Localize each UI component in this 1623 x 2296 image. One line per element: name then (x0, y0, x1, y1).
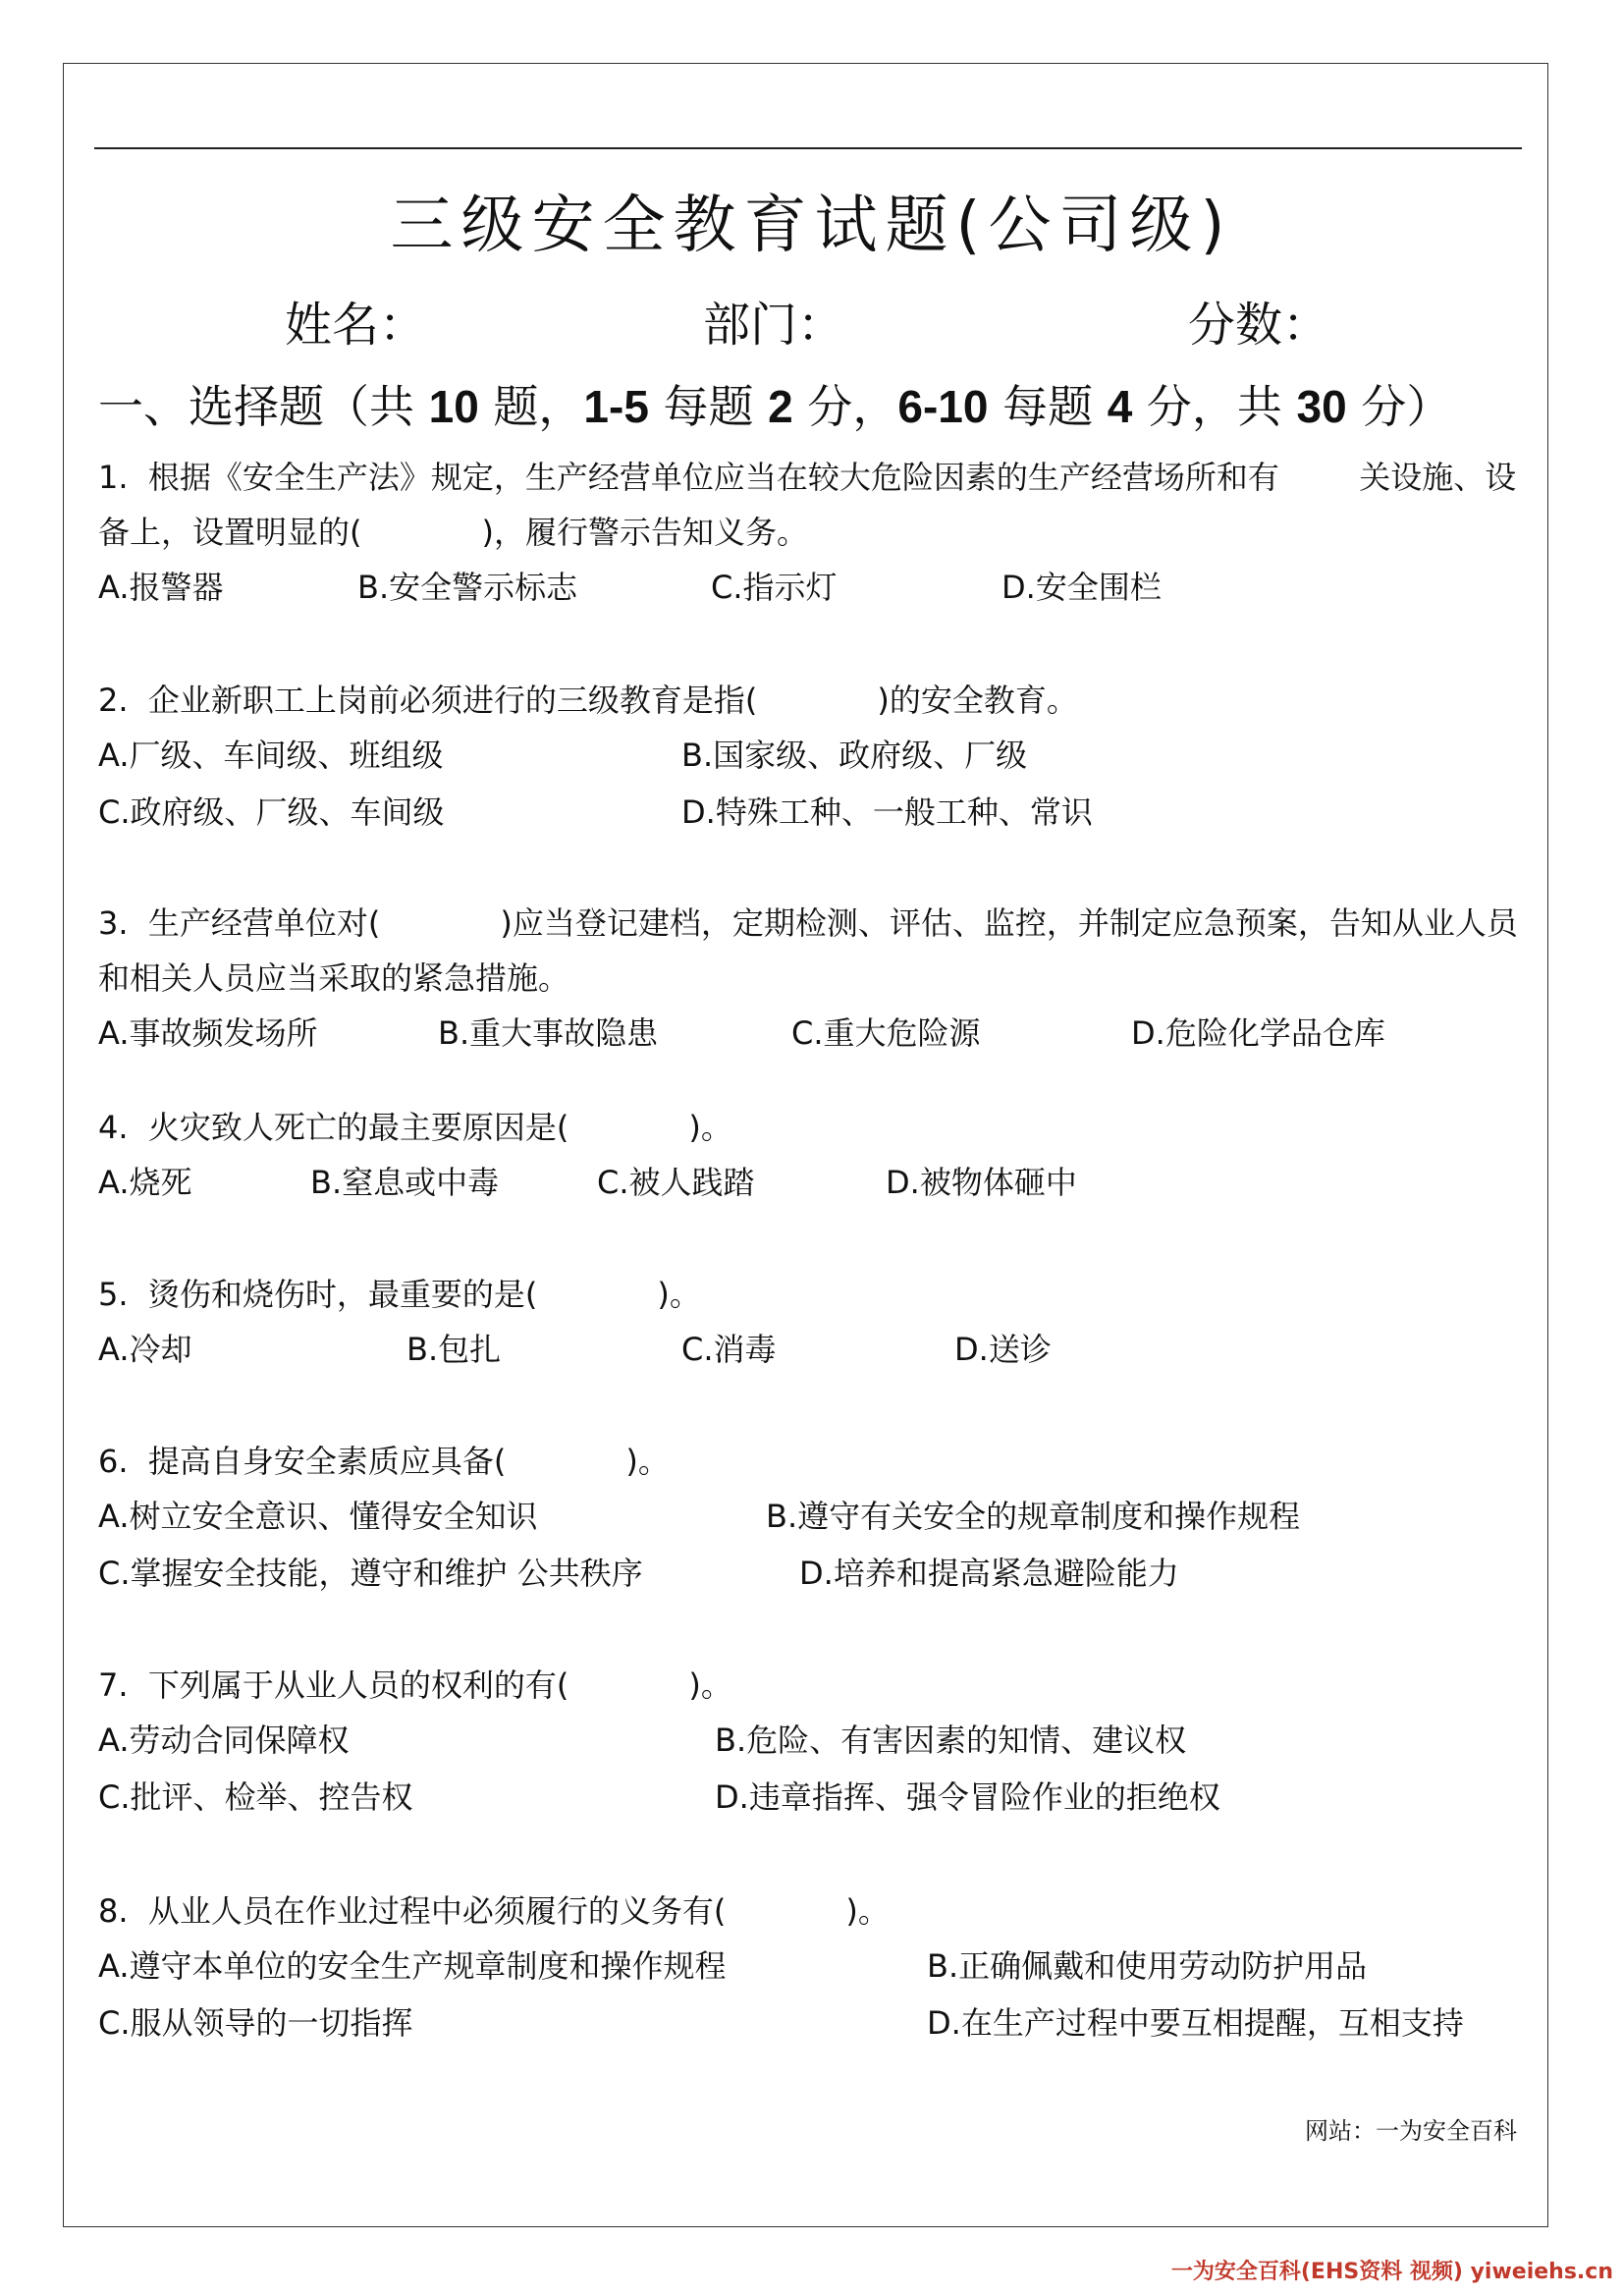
question-stem: 2. 企业新职工上岗前必须进行的三级教育是指( )的安全教育。 (98, 682, 1078, 719)
option-d: D.危险化学品仓库 (1131, 1014, 1385, 1052)
question-2 (98, 673, 1522, 842)
question-stem: 1. 根据《安全生产法》规定，生产经营单位应当在较大危险因素的生产经营场所和有 关设施、设备上，设置明显的( )，履行警示告知义务。 (98, 459, 1517, 551)
option-b: B.包扎 (406, 1331, 502, 1368)
option-c: C.消毒 (681, 1331, 777, 1368)
page-title: 三级安全教育试题(公司级) (390, 190, 1233, 262)
option-a: A.报警器 (98, 569, 224, 606)
option-c: C.批评、检举、控告权 (98, 1778, 413, 1816)
option-d: D.安全围栏 (1001, 569, 1162, 606)
question-6 (98, 1434, 1522, 1603)
option-c: C.指示灯 (711, 569, 838, 606)
question-stem: 7. 下列属于从业人员的权利的有( )。 (98, 1667, 732, 1704)
option-a: A.劳动合同保障权 (98, 1722, 350, 1759)
option-d: D.违章指挥、强令冒险作业的拒绝权 (715, 1778, 1220, 1816)
option-b: B.窒息或中毒 (310, 1164, 500, 1201)
question-8 (98, 1884, 1522, 2052)
question-stem: 5. 烫伤和烧伤时，最重要的是( )。 (98, 1276, 701, 1313)
question-stem: 6. 提高自身安全素质应具备( )。 (98, 1443, 670, 1480)
option-a: A.遵守本单位的安全生产规章制度和操作规程 (98, 1947, 727, 1985)
section-heading: 一、选择题（共 10 题，1-5 每题 2 分，6-10 每题 4 分，共 30 分） (98, 380, 1452, 433)
question-stem: 4. 火灾致人死亡的最主要原因是( )。 (98, 1109, 732, 1146)
score-label: 分数： (1188, 298, 1330, 353)
question-4 (98, 1100, 1522, 1212)
question-3 (98, 896, 1522, 1063)
option-d: D.培养和提高紧急避险能力 (799, 1555, 1179, 1592)
option-b: B.重大事故隐患 (438, 1014, 659, 1052)
name-label: 姓名： (285, 298, 427, 353)
option-d: D.在生产过程中要互相提醒，互相支持 (927, 2004, 1464, 2042)
website-note: 网站：一为安全百科 (1305, 2117, 1517, 2145)
option-b: B.国家级、政府级、厂级 (681, 737, 1028, 774)
question-5 (98, 1267, 1522, 1379)
option-c: C.掌握安全技能，遵守和维护 公共秩序 (98, 1555, 643, 1592)
department-label: 部门： (703, 298, 845, 353)
option-b: B.遵守有关安全的规章制度和操作规程 (766, 1498, 1301, 1535)
option-c: C.政府级、厂级、车间级 (98, 793, 445, 831)
option-c: C.被人践踏 (597, 1164, 755, 1201)
question-1 (98, 450, 1522, 617)
option-a: A.烧死 (98, 1164, 192, 1201)
option-b: B.危险、有害因素的知情、建议权 (715, 1722, 1187, 1759)
question-stem: 8. 从业人员在作业过程中必须履行的义务有( )。 (98, 1892, 890, 1930)
option-c: C.重大危险源 (791, 1014, 981, 1052)
option-b: B.正确佩戴和使用劳动防护用品 (927, 1947, 1368, 1985)
option-a: A.树立安全意识、懂得安全知识 (98, 1498, 538, 1535)
header-rule (94, 147, 1522, 149)
question-stem: 3. 生产经营单位对( )应当登记建档，定期检测、评估、监控，并制定应急预案，告知从业人员和相关人员应当采取的紧急措施。 (98, 904, 1518, 997)
watermark-link[interactable]: 一为安全百科(EHS资料 视频) yiweiehs.cn (1170, 2260, 1613, 2284)
option-a: A.事故频发场所 (98, 1014, 318, 1052)
option-a: A.冷却 (98, 1331, 192, 1368)
option-c: C.服从领导的一切指挥 (98, 2004, 413, 2042)
option-d: D.特殊工种、一般工种、常识 (681, 793, 1093, 831)
option-a: A.厂级、车间级、班组级 (98, 737, 444, 774)
question-7 (98, 1658, 1522, 1827)
option-b: B.安全警示标志 (357, 569, 578, 606)
option-d: D.被物体砸中 (886, 1164, 1077, 1201)
option-d: D.送诊 (954, 1331, 1052, 1368)
